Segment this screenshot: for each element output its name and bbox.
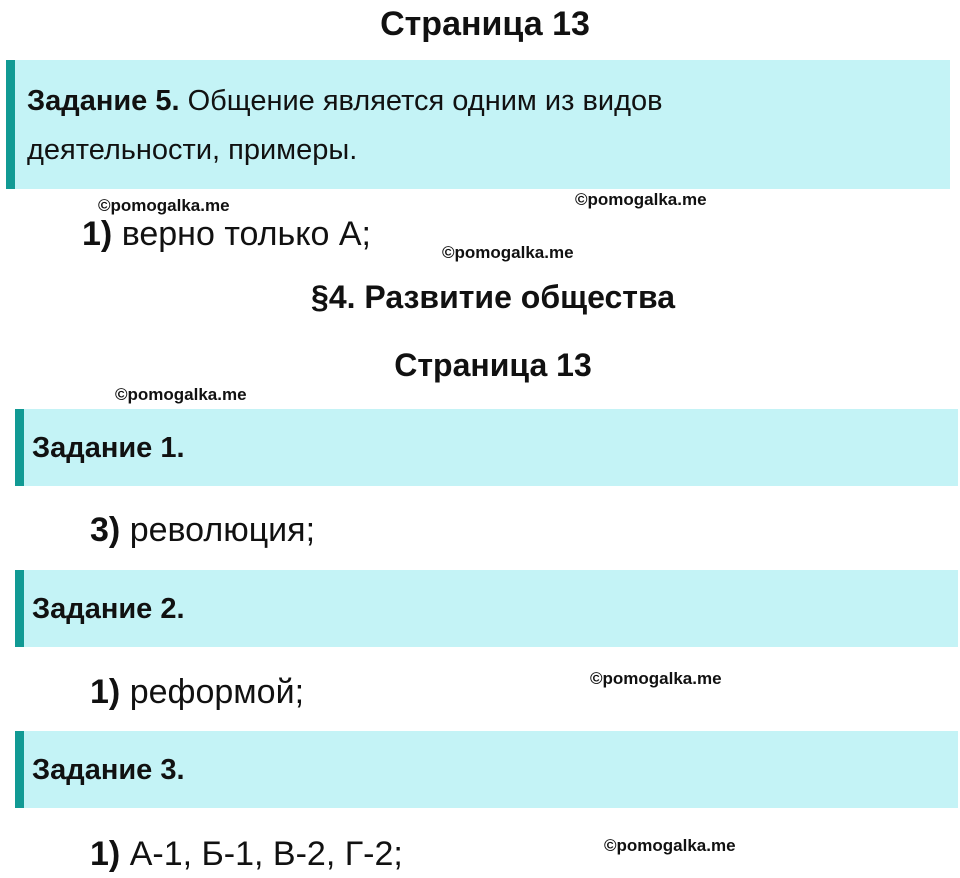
task-5-line-1 [27, 78, 663, 124]
page-heading-top: Страница 13 [380, 5, 590, 43]
watermark: ©pomogalka.me [575, 190, 707, 209]
answer-text: верно только А; [121, 215, 371, 253]
task-2-answer [90, 672, 304, 712]
watermark: ©pomogalka.me [442, 243, 574, 262]
watermark: ©pomogalka.me [604, 836, 736, 855]
answer-number: 3) [90, 511, 121, 549]
answer-text: революция; [129, 511, 316, 549]
answer-text: А-1, Б-1, В-2, Г-2; [129, 835, 403, 873]
answer-text: реформой; [129, 673, 305, 711]
task-3-answer [90, 834, 403, 874]
task-1-answer [90, 510, 315, 550]
task-2-box [15, 570, 958, 647]
answer-number: 1) [82, 215, 113, 253]
task-5-box [6, 60, 950, 189]
watermark: ©pomogalka.me [115, 385, 247, 404]
page-heading: Страница 13 [394, 347, 592, 383]
task-2-label: Задание 2. [32, 593, 185, 625]
watermark: ©pomogalka.me [98, 196, 230, 215]
section-title: §4. Развитие общества [311, 279, 675, 315]
task-5-answer [82, 214, 371, 254]
answer-number: 1) [90, 673, 121, 711]
watermark: ©pomogalka.me [590, 669, 722, 688]
answer-number: 1) [90, 835, 121, 873]
task-5-label: Задание 5. [27, 85, 180, 117]
task-5-text-1: Общение является одним из видов [187, 85, 663, 117]
task-1-label: Задание 1. [32, 432, 185, 464]
task-3-box [15, 731, 958, 808]
task-3-label: Задание 3. [32, 754, 185, 786]
task-5-text-2: деятельности, примеры. [27, 134, 358, 166]
task-1-box [15, 409, 958, 486]
